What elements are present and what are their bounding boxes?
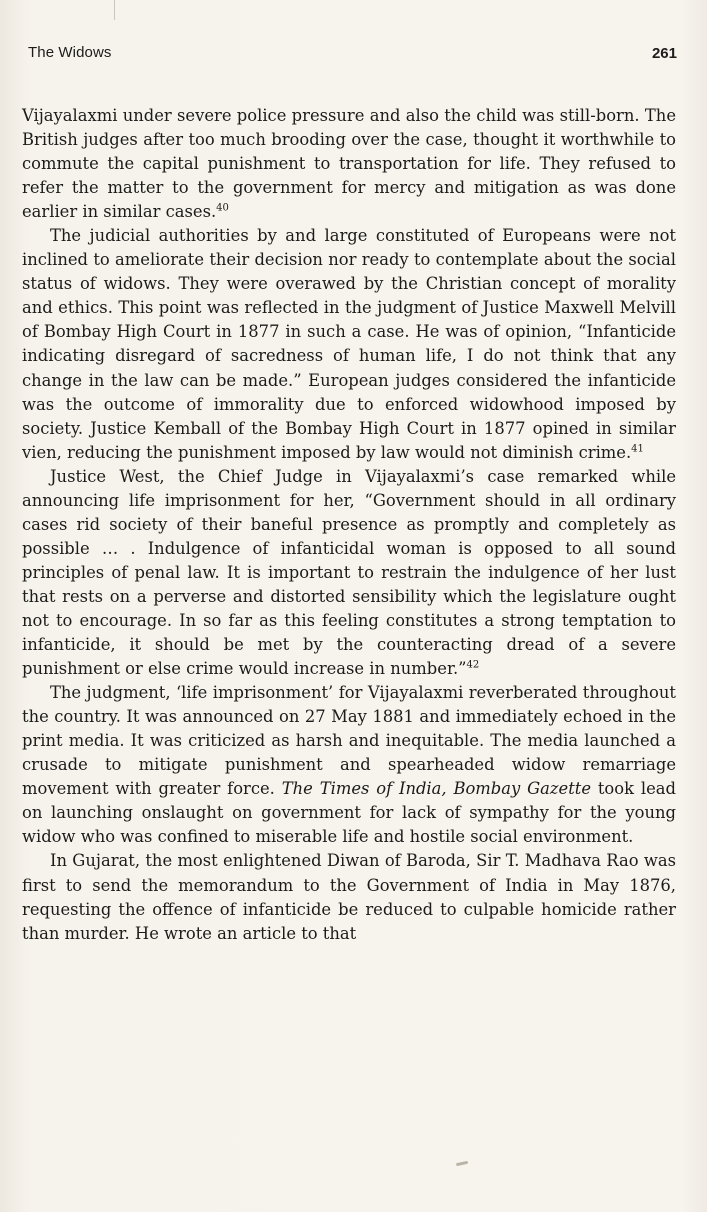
paragraph (22, 681, 676, 849)
paragraph-text: The judicial authorities by and large constituted of Europeans were not inclined to ameliorate their decision nor ready to contemplate about the social status of widows. They were overawed by the Christian concept of morality and ethics. This point was reflected in the judgment of Justice Maxwell Melvill of Bombay High Court in 1877 in such a case. He was of opinion, “Infanticide indicating disregard of sacredness of human life, I do not think that any change in the law can be made.” European judges considered the infanticide was the outcome of immorality due to enforced widowhood imposed by society. Justice Kemball of the Bombay High Court in 1877 opined in similar vien, reducing the punishment imposed by law would not diminish crime. (22, 226, 676, 462)
chapter-title: The Widows (28, 44, 112, 61)
page-crease (114, 0, 115, 20)
page-number: 261 (651, 45, 677, 62)
body-text (22, 104, 676, 946)
paragraph (22, 849, 676, 945)
paragraph (22, 104, 676, 224)
footnote-reference: 40 (216, 202, 229, 214)
running-header (28, 44, 677, 68)
footnote-reference: 42 (466, 659, 480, 671)
paragraph (22, 465, 676, 681)
paragraph-text: Justice West, the Chief Judge in Vijayalaxmi’s case remarked while announcing life imprisonment for her, “Government should in all ordinary cases rid society of their baneful presence as promptly and completely as possible … . Indulgence of infanticidal woman is opposed to all sound principles of penal law. It is important to restrain the indulgence of her lust that rests on a perverse and distorted sensibility which the legislature ought not to encourage. In so far as this feeling constitutes a strong temptation to infanticide, it should be met by the counteracting dread of a severe punishment or else crime would increase in number.” (22, 466, 676, 679)
paragraph-text: The judgment, ‘life imprisonment’ for Vijayalaxmi reverberated throughout the country. It was announced on 27 May 1881 and immediately echoed in the print media. It was criticized as harsh and inequitable. The media launched a crusade to mitigate punishment and spearheaded widow remarriage movement with greater force. (22, 683, 676, 799)
paragraph (22, 224, 676, 464)
footnote-reference: 41 (631, 443, 644, 455)
paragraph-text: In Gujarat, the most enlightened Diwan of Baroda, Sir T. Madhava Rao was first to send the memorandum to the Government of India in May 1876, requesting the offence of infanticide be reduced to culpable homicide rather than murder. He wrote an article to that (22, 851, 676, 943)
paragraph-text: Vijayalaxmi under severe police pressure and also the child was still-born. The British judges after too much brooding over the case, thought it worthwhile to commute the capital punishment to transportation for life. They refused to refer the matter to the government for mercy and mitigation as was done earlier in similar cases. (22, 106, 676, 222)
paper-speck (456, 1161, 468, 1166)
publication-name: The Times of India, Bombay Gazette (281, 779, 591, 799)
paragraph-text: took lead on launching onslaught on government for lack of sympathy for the young widow who was confined to miserable life and hostile social environment. (22, 779, 676, 847)
